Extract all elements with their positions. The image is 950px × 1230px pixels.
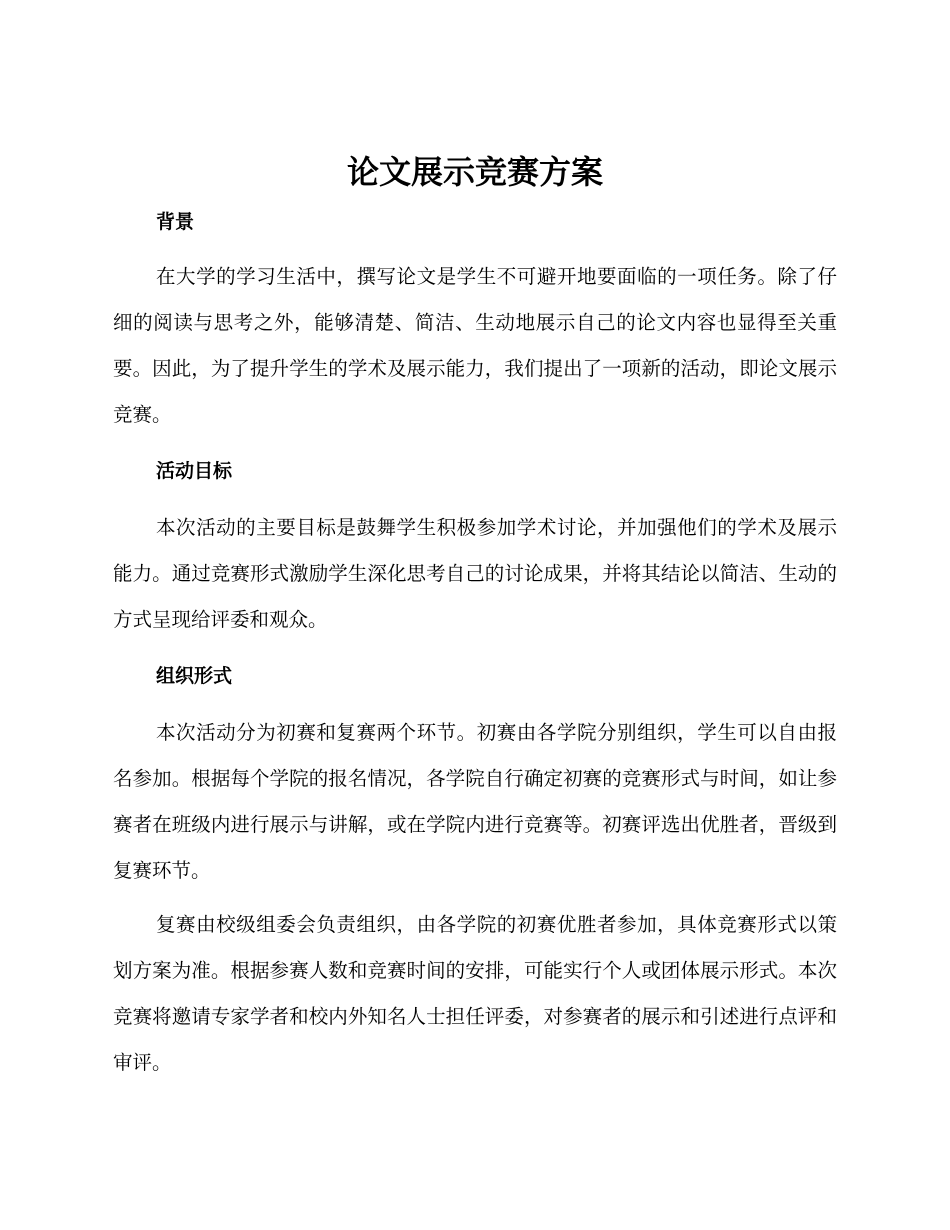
paragraph-goals: 本次活动的主要目标是鼓舞学生积极参加学术讨论，并加强他们的学术及展示能力。通过竞赛形式激励学生深化思考自己的讨论成果，并将其结论以简洁、生动的方式呈现给评委和观众。 [113,516,837,631]
document-title: 论文展示竞赛方案 [346,153,603,191]
paragraph-preliminary-round: 本次活动分为初赛和复赛两个环节。初赛由各学院分别组织，学生可以自由报名参加。根据每个学院的报名情况，各学院自行确定初赛的竞赛形式与时间，如让参赛者在班级内进行展示与讲解，或在学院内进行竞赛等。初赛评选出优胜者，晋级到复赛环节。 [113,721,837,882]
section-heading-goals: 活动目标 [156,460,233,482]
paragraph-background: 在大学的学习生活中，撰写论文是学生不可避开地要面临的一项任务。除了仔细的阅读与思考之外，能够清楚、简洁、生动地展示自己的论文内容也显得至关重要。因此，为了提升学生的学术及展示能力，我们提出了一项新的活动，即论文展示竞赛。 [113,265,837,426]
section-heading-background: 背景 [156,211,195,233]
section-heading-organization: 组织形式 [156,665,233,687]
paragraph-final-round: 复赛由校级组委会负责组织，由各学院的初赛优胜者参加，具体竞赛形式以策划方案为准。根据参赛人数和竞赛时间的安排，可能实行个人或团体展示形式。本次竞赛将邀请专家学者和校内外知名人士担任评委，对参赛者的展示和引述进行点评和审评。 [113,913,837,1074]
